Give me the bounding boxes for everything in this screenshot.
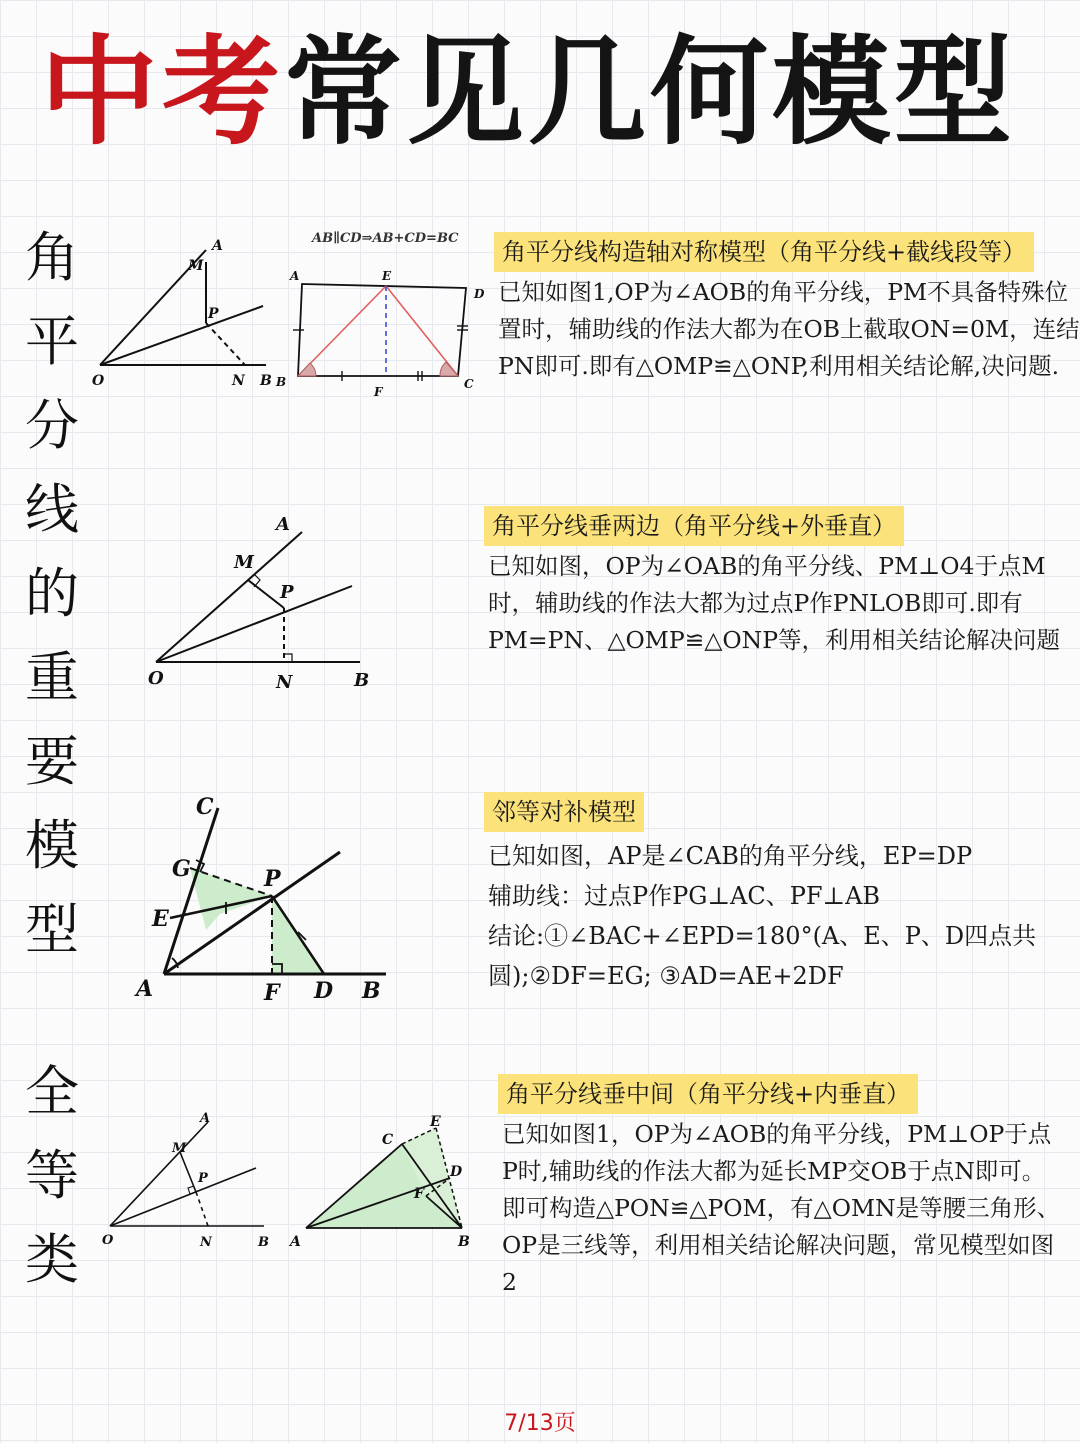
section-title-angle-bisector [22,216,82,972]
label-f: F [374,385,383,399]
segment-pn [206,323,245,365]
angle-mark-b [298,363,316,376]
label-n: N [232,373,245,389]
model2-figure [142,512,382,692]
label-p: P [264,866,281,892]
title-red-part: 中考 [40,23,285,161]
label-o: O [148,668,164,689]
label-m: M [172,1141,187,1156]
label-d: D [450,1164,463,1180]
segment-be [298,286,386,376]
model4-heading: 角平分线垂中间（角平分线+内垂直） [498,1074,918,1114]
title-black-part: 常见几何模型 [284,23,1017,161]
model1-figure-2 [276,226,493,406]
model4-figure-2 [286,1116,476,1256]
section-char: 角 [25,226,79,289]
model2-text [484,506,1064,659]
model2-body: 已知如图，OP为∠OAB的角平分线、PM⊥O4于点M时，辅助线的作法大都为过点P作PNLOB即可.即有PM=PN、△OMP≌△ONP等，利用相关结论解决问题 [488,552,1061,654]
ray-op [156,586,352,662]
model1-heading: 角平分线构造轴对称模型（角平分线+截线段等） [494,232,1034,272]
model4-body: 已知如图1，OP为∠AOB的角平分线，PM⊥OP于点P时,辅助线的作法大都为延长MP交OB于点N即可。即可构造△PON≌△POM，有△OMN是等腰三角形、OP是三线等，利用相关结论解决问题，常见模型如图2 [502,1120,1061,1296]
model4-text [498,1074,1064,1301]
model3-body: 已知如图，AP是∠CAB的角平分线，EP=DP 辅助线：过点P作PG⊥AC、PF⊥AB 结论:①∠BAC+∠EPD=180°(A、E、P、D四点共圆);②DF=EG; ③AD=AE+2DF [488,842,1037,990]
model3-heading: 邻等对补模型 [484,792,644,832]
label-o: O [102,1233,114,1248]
section-title-congruence [22,1050,82,1302]
label-n: N [276,672,293,693]
label-d: D [314,978,334,1004]
label-n: N [200,1235,212,1250]
label-m: M [188,258,204,274]
label-f: F [414,1186,424,1202]
ray-op [100,306,263,365]
section-char: 平 [25,310,79,373]
section-char: 全 [25,1060,79,1123]
page-title [40,22,1050,162]
model1-text [494,232,1080,385]
segment-mp [248,580,284,608]
trapezoid [298,284,466,376]
label-a: A [200,1111,211,1126]
label-o: O [92,373,105,389]
label-a: A [212,238,223,254]
label-b: B [458,1234,470,1250]
label-p: P [280,582,294,603]
section-char: 类 [25,1228,79,1291]
caption-parallel: AB∥CD⇒AB+CD=BC [312,231,459,246]
page-number: 7/13页 [504,1411,576,1436]
label-c: C [464,377,474,391]
segment-pn [196,1192,208,1226]
label-b: B [260,373,272,389]
label-b: B [354,670,370,691]
model4-figure [98,1108,288,1258]
model2-heading: 角平分线垂两边（角平分线+外垂直） [484,506,904,546]
ray-op [110,1168,256,1226]
section-char: 等 [25,1144,79,1207]
label-e: E [382,269,392,283]
label-m: M [234,552,254,573]
label-p: P [198,1171,208,1186]
label-c: C [196,794,214,820]
model3-figure [130,790,400,1005]
label-c: C [382,1132,394,1148]
model3-text [484,792,1064,996]
section-char: 要 [25,730,79,793]
section-char: 线 [25,478,79,541]
model1-body: 已知如图1,OP为∠AOB的角平分线，PM不具备特殊位置时，辅助线的作法大都为在OB上截取ON=0M，连结PN即可.即有△OMP≌△ONP,利用相关结论解,决问题. [498,278,1080,380]
section-char: 分 [25,394,79,457]
label-a: A [136,976,154,1002]
label-e: E [152,906,169,932]
segment-ec [386,286,458,376]
section-char: 型 [25,898,79,961]
section-char: 模 [25,814,79,877]
section-char: 重 [25,646,79,709]
section-char: 的 [25,562,79,625]
label-d: D [474,287,485,301]
label-e: E [430,1114,441,1130]
label-p: P [208,306,219,322]
label-a: A [290,269,300,283]
label-b: B [276,375,287,389]
label-f: F [264,980,280,1006]
label-a: A [290,1234,301,1250]
label-b: B [362,978,381,1004]
label-g: G [172,856,191,882]
label-a: A [276,514,290,535]
ray-oa [110,1122,208,1226]
label-b: B [258,1235,269,1250]
model1-figure [88,230,288,400]
